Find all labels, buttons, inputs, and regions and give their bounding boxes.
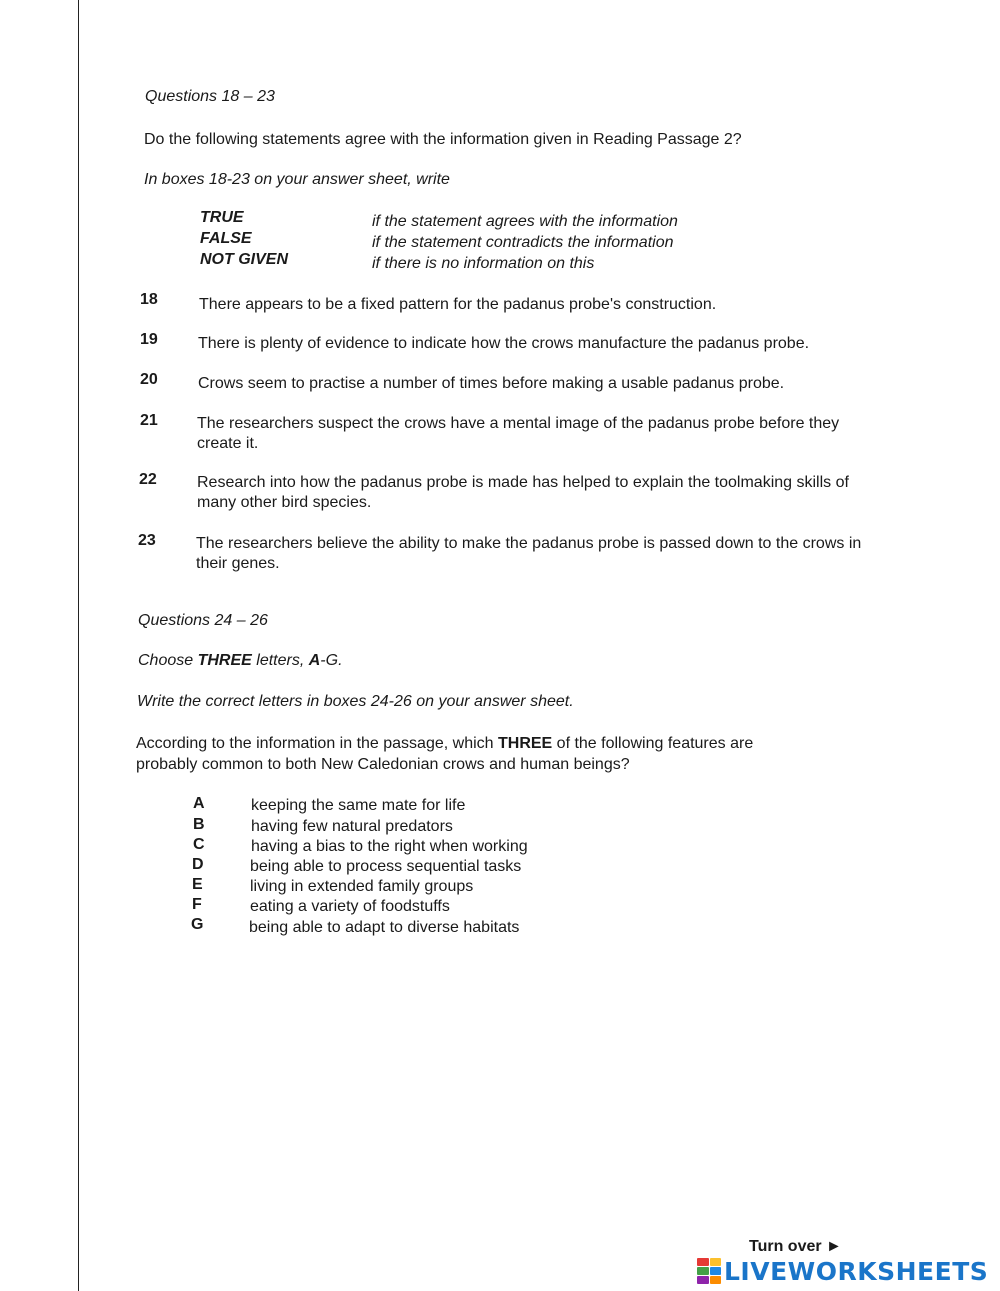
section-2-question-line-1: According to the information in the passage, which THREE of the following features are — [136, 735, 754, 752]
question-text: Research into how the padanus probe is made has helped to explain the toolmaking skills of many other bird species. — [197, 474, 849, 511]
section-1-heading: Questions 18 – 23 — [145, 88, 275, 105]
option-letter: B — [193, 816, 205, 833]
option-text: keeping the same mate for life — [251, 797, 466, 814]
option-text: being able to adapt to diverse habitats — [249, 919, 520, 936]
option-letter: F — [192, 896, 202, 913]
question-number: 18 — [140, 291, 158, 308]
section-2-instruction-2: Write the correct letters in boxes 24-26 on your answer sheet. — [137, 693, 574, 710]
question-text: There appears to be a fixed pattern for the padanus probe's construction. — [199, 296, 717, 313]
logo-square — [697, 1258, 709, 1266]
liveworksheets-brand[interactable] — [697, 1256, 988, 1286]
option-text: being able to process sequential tasks — [250, 858, 522, 875]
turn-over-label: Turn over ► — [749, 1238, 842, 1255]
legend-term-false: FALSE — [200, 230, 252, 247]
logo-square — [710, 1258, 722, 1266]
question-text: The researchers believe the ability to make the padanus probe is passed down to the crows in their genes. — [196, 535, 862, 572]
legend-term-true: TRUE — [200, 209, 244, 226]
liveworksheets-wordmark: LIVEWORKSHEETS — [724, 1256, 989, 1286]
question-number: 20 — [140, 371, 158, 388]
question-text: There is plenty of evidence to indicate how the crows manufacture the padanus probe. — [198, 335, 810, 352]
page-border — [78, 0, 1000, 1291]
legend-def-false: if the statement contradicts the information — [372, 234, 674, 251]
question-number: 23 — [138, 532, 156, 549]
liveworksheets-logo-icon — [697, 1258, 721, 1284]
option-text: living in extended family groups — [250, 878, 474, 895]
question-text: Crows seem to practise a number of times before making a usable padanus probe. — [198, 375, 785, 392]
question-number: 22 — [139, 471, 157, 488]
logo-square — [697, 1276, 709, 1284]
logo-square — [697, 1267, 709, 1275]
section-2-question-line-2: probably common to both New Caledonian crows and human beings? — [136, 756, 630, 773]
legend-def-not-given: if there is no information on this — [372, 255, 595, 272]
option-letter: G — [191, 916, 204, 933]
question-text: The researchers suspect the crows have a mental image of the padanus probe before they create it. — [197, 415, 840, 452]
option-letter: D — [192, 856, 204, 873]
section-1-instruction: In boxes 18-23 on your answer sheet, write — [144, 171, 450, 188]
question-number: 21 — [140, 412, 158, 429]
option-letter: A — [193, 795, 205, 812]
option-letter: E — [192, 876, 203, 893]
legend-term-not-given: NOT GIVEN — [200, 251, 289, 268]
logo-square — [710, 1267, 722, 1275]
option-letter: C — [193, 836, 205, 853]
section-2-heading: Questions 24 – 26 — [138, 612, 268, 629]
question-number: 19 — [140, 331, 158, 348]
option-text: having a bias to the right when working — [251, 838, 528, 855]
section-2-instruction: Choose THREE letters, A-G. — [138, 652, 343, 669]
option-text: having few natural predators — [251, 818, 453, 835]
logo-square — [710, 1276, 722, 1284]
section-1-prompt: Do the following statements agree with the information given in Reading Passage 2? — [144, 131, 742, 148]
legend-def-true: if the statement agrees with the information — [372, 213, 678, 230]
option-text: eating a variety of foodstuffs — [250, 898, 450, 915]
